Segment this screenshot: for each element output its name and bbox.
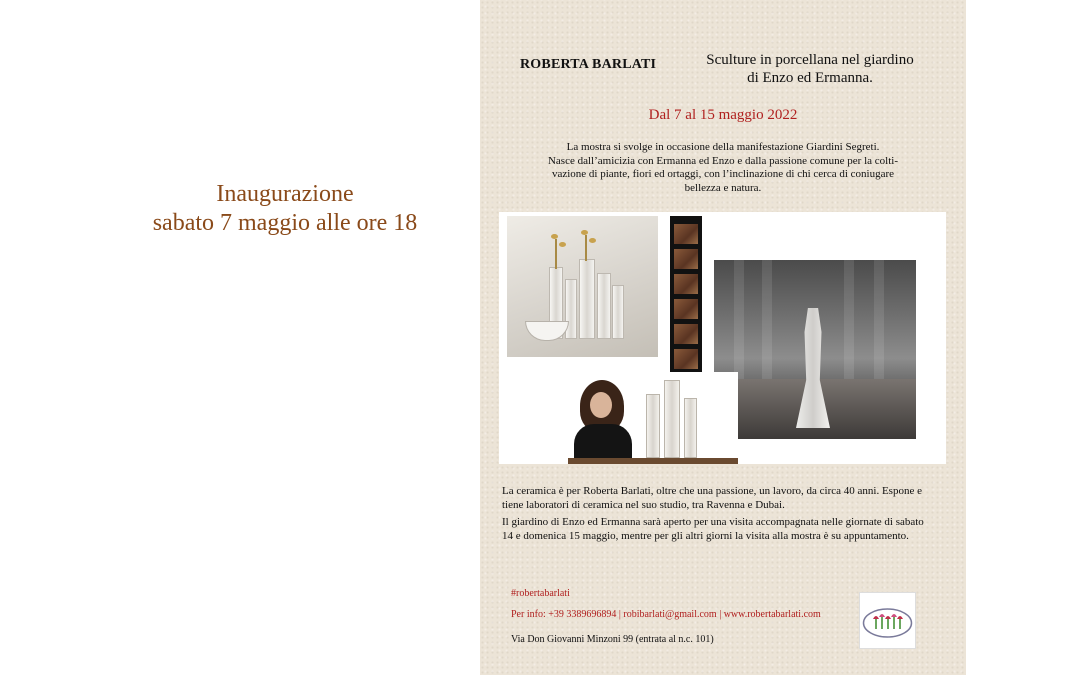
address: Via Don Giovanni Minzoni 99 (entrata al n.c. 101) [511,634,714,645]
inauguration-heading: Inaugurazione [216,181,354,207]
paragraph-line: Il giardino di Enzo ed Ermanna sarà aperto per una visita accompagnata nelle giornate di sabato [502,516,924,528]
intro-line: Nasce dall’amicizia con Ermanna ed Enzo e dalla passione comune per la colti- [547,154,898,167]
artist-name: ROBERTA BARLATI [520,57,657,72]
paragraph-line: 14 e domenica 15 maggio, mentre per gli altri giorni la visita alla mostra è su appuntamento. [502,529,909,542]
photo-collage [499,212,946,464]
paragraph-line: La ceramica è per Roberta Barlati, oltre che una passione, un lavoro, da circa 40 anni. Espone e [502,485,922,497]
exhibition-poster [480,0,966,675]
porcelain-vases-photo [507,216,658,357]
artist-paragraph [502,485,944,512]
paragraph-line: tiene laboratori di ceramica nel suo studio, tra Ravenna e Dubai. [502,498,785,511]
inauguration-text [120,180,450,238]
inauguration-date-time: sabato 7 maggio alle ore 18 [152,210,418,236]
intro-line: La mostra si svolge in occasione della manifestazione Giardini Segreti. [566,141,880,153]
intro-paragraph [502,141,944,195]
statue-photo [714,260,916,439]
artist-portrait-photo [568,372,738,464]
intro-line: bellezza e natura. [684,181,762,194]
intro-line: vazione di piante, fiori ed ortaggi, con l’inclinazione di chi cerca di coniugare [551,168,895,180]
giardino-logo [859,592,916,649]
visit-paragraph [502,516,944,543]
exhibition-title-line: Sculture in porcellana nel giardino [706,52,914,68]
exhibition-dates: Dal 7 al 15 maggio 2022 [648,107,798,123]
hashtag: #robertabarlati [511,588,570,599]
exhibition-title [690,51,930,87]
contact-info: Per info: +39 3389696894 | robibarlati@gmail.com | www.robertabarlati.com [511,609,821,620]
ceramic-tiles-photo [670,216,702,378]
tulip-logo-icon [860,593,915,648]
exhibition-title-line: di Enzo ed Ermanna. [747,70,873,86]
